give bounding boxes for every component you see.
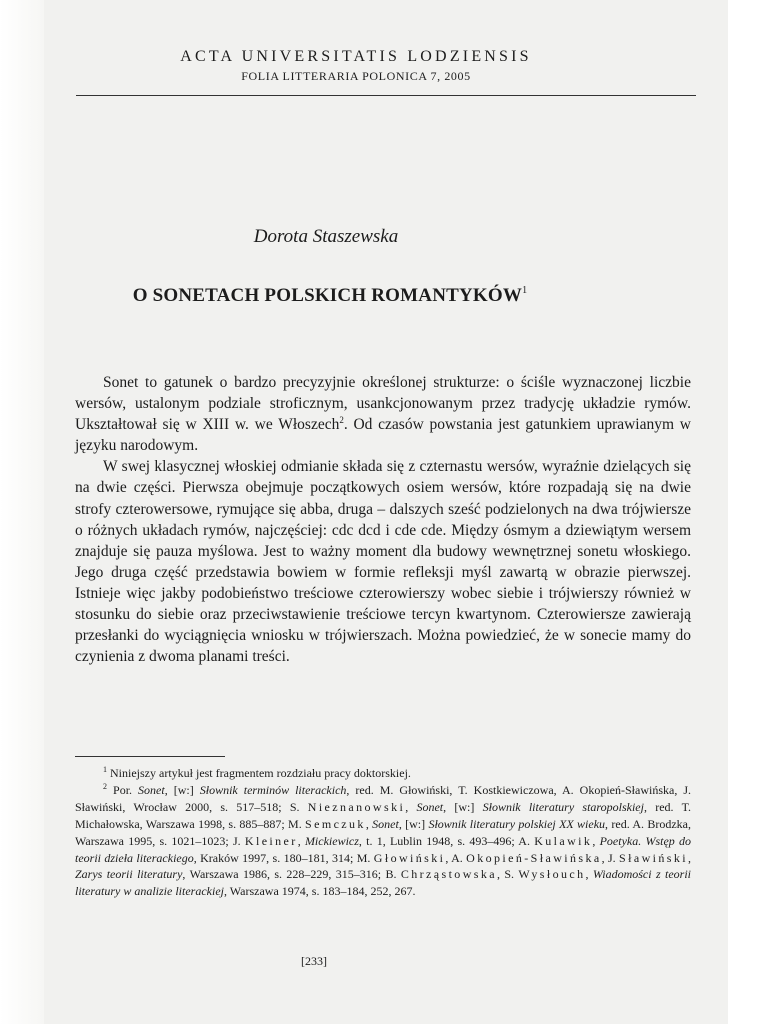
fn2-part: Sonet (138, 782, 165, 797)
footnote-2-mark: 2 (103, 781, 107, 791)
fn2-part: Poetyka. Wstęp do teorii dzieła literackiego (75, 833, 692, 865)
fn2-author: Głowiński (373, 850, 446, 865)
article-body (75, 372, 691, 667)
paragraph-1-text-a: Sonet to gatunek o bardzo precyzyjnie określonej strukturze: o ściśle wyznaczonej liczbie wersów, ustalonym podziale stroficznym, usankcjonowanym przez tradycję układzie rymów. Ukształtował się w XIII w. we Włoszech (75, 374, 691, 434)
fn2-author: Nieznanowski (307, 799, 406, 814)
fn2-part: Wiadomości z teorii literatury w analizie literackiej (75, 867, 691, 899)
footnote-rule (75, 756, 225, 757)
fn2-part: , [w:] (443, 799, 483, 814)
footnote-1-text: Niniejszy artykuł jest fragmentem rozdziału pracy doktorskiej. (110, 766, 411, 780)
article-title-text: O SONETACH POLSKICH ROMANTYKÓW (132, 285, 523, 306)
article-title (0, 285, 672, 307)
fn2-author: Chrząstowska (400, 867, 497, 882)
fn2-part: Por. (113, 782, 139, 797)
fn2-part: , (592, 833, 600, 848)
fn2-part: , t. 1, Lublin 1948, s. 493–496; A. (358, 833, 535, 848)
fn2-part: Zarys teorii literatury (75, 867, 183, 882)
fn2-part: Mickiewicz (304, 833, 359, 848)
fn2-part: , red. M. Głowiński, T. Kostkiewiczowa, A. Okopień-Sławińska, J. Sławiński, Wrocław 2000, s. 517–518; S. (75, 782, 691, 814)
fn2-part: , Warszawa 1974, s. 183–184, 252, 267. (223, 884, 416, 899)
journal-title: ACTA UNIVERSITATIS LODZIENSIS (180, 48, 532, 65)
journal-header (44, 48, 728, 84)
fn2-part: , red. T. Michałowska, Warszawa 1998, s. 885–887; M. (75, 799, 692, 831)
fn2-part: , J. (601, 850, 620, 865)
fn2-part: , [w:] (398, 816, 429, 831)
fn2-part: Sonet (372, 816, 399, 831)
footnote-ref-2: 2 (339, 415, 344, 426)
footnote-ref-1: 1 (522, 285, 528, 296)
fn2-author: Wysłouch (518, 867, 586, 882)
fn2-part: , [w:] (164, 782, 200, 797)
footnote-1 (75, 765, 691, 782)
fn2-part: , (365, 816, 373, 831)
fn2-part: , (688, 850, 691, 865)
article-author: Dorota Staszewska (253, 226, 399, 247)
paragraph-1-text-b: . Od czasów powstania jest gatunkiem uprawianym w języku narodowym. (75, 416, 691, 455)
fn2-part: , red. A. Brodzka, Warszawa 1995, s. 1021–1023; J. (75, 816, 691, 848)
journal-series: FOLIA LITTERARIA POLONICA 7, 2005 (241, 69, 471, 83)
fn2-part: , (585, 867, 593, 882)
fn2-part: , Kraków 1997, s. 180–181, 314; M. (193, 850, 374, 865)
fn2-part: , Warszawa 1986, s. 228–229, 315–316; B. (182, 867, 401, 882)
scan-margin (0, 0, 44, 1024)
fn2-author: Kleiner (244, 833, 298, 848)
fn2-part: , A. (445, 850, 467, 865)
footnote-2 (75, 782, 691, 900)
paragraph-1 (75, 372, 691, 456)
fn2-part: , (297, 833, 305, 848)
fn2-part: , (405, 799, 417, 814)
footnote-1-mark: 1 (103, 765, 107, 774)
footnotes (75, 765, 691, 900)
header-rule (76, 95, 696, 96)
paragraph-2: W swej klasycznej włoskiej odmianie składa się z czternastu wersów, wyraźnie dzielących się na dwie części. Pierwsza obejmuje początkowych osiem wersów, które rozpadają się na dwie strofy czterowersowe, rymujące się abba, druga – dalszych sześć podzielonych na dwa trójwiersze o różnych układach rymów, najczęściej: cdc dcd i cde cde. Między ósmym a dziewiątym wersem znajduje się pauza myślowa. Jest to ważny moment dla budowy wewnętrznej sonetu włoskiego. Jego druga część przedstawia bowiem w formie refleksji myśl zawartą w obrazie pierwszej. Istnieje więc jakby podobieństwo treściowe czterowierszy wobec siebie i trójwierszy również w stosunku do siebie oraz przeciwstawienie treściowe tercyn kwartynom. Czterowiersze zawierają przesłanki do wyciągnięcia wniosku w trójwierszach. Można powiedzieć, że w sonecie mamy do czynienia z dwoma planami treści. (75, 458, 691, 666)
fn2-author: Sławiński (619, 850, 688, 865)
fn2-part: Słownik literatury polskiej XX wieku (428, 816, 606, 831)
page-number: [233] (301, 954, 327, 968)
fn2-part: Słownik literatury staropolskiej (482, 799, 644, 814)
fn2-part: Słownik terminów literackich (199, 782, 347, 797)
fn2-part: Sonet (416, 799, 444, 814)
fn2-part: , S. (496, 867, 519, 882)
fn2-author: Kulawik (534, 833, 593, 848)
fn2-author: Okopień-Sławińska (466, 850, 602, 865)
fn2-author: Semczuk (305, 816, 366, 831)
